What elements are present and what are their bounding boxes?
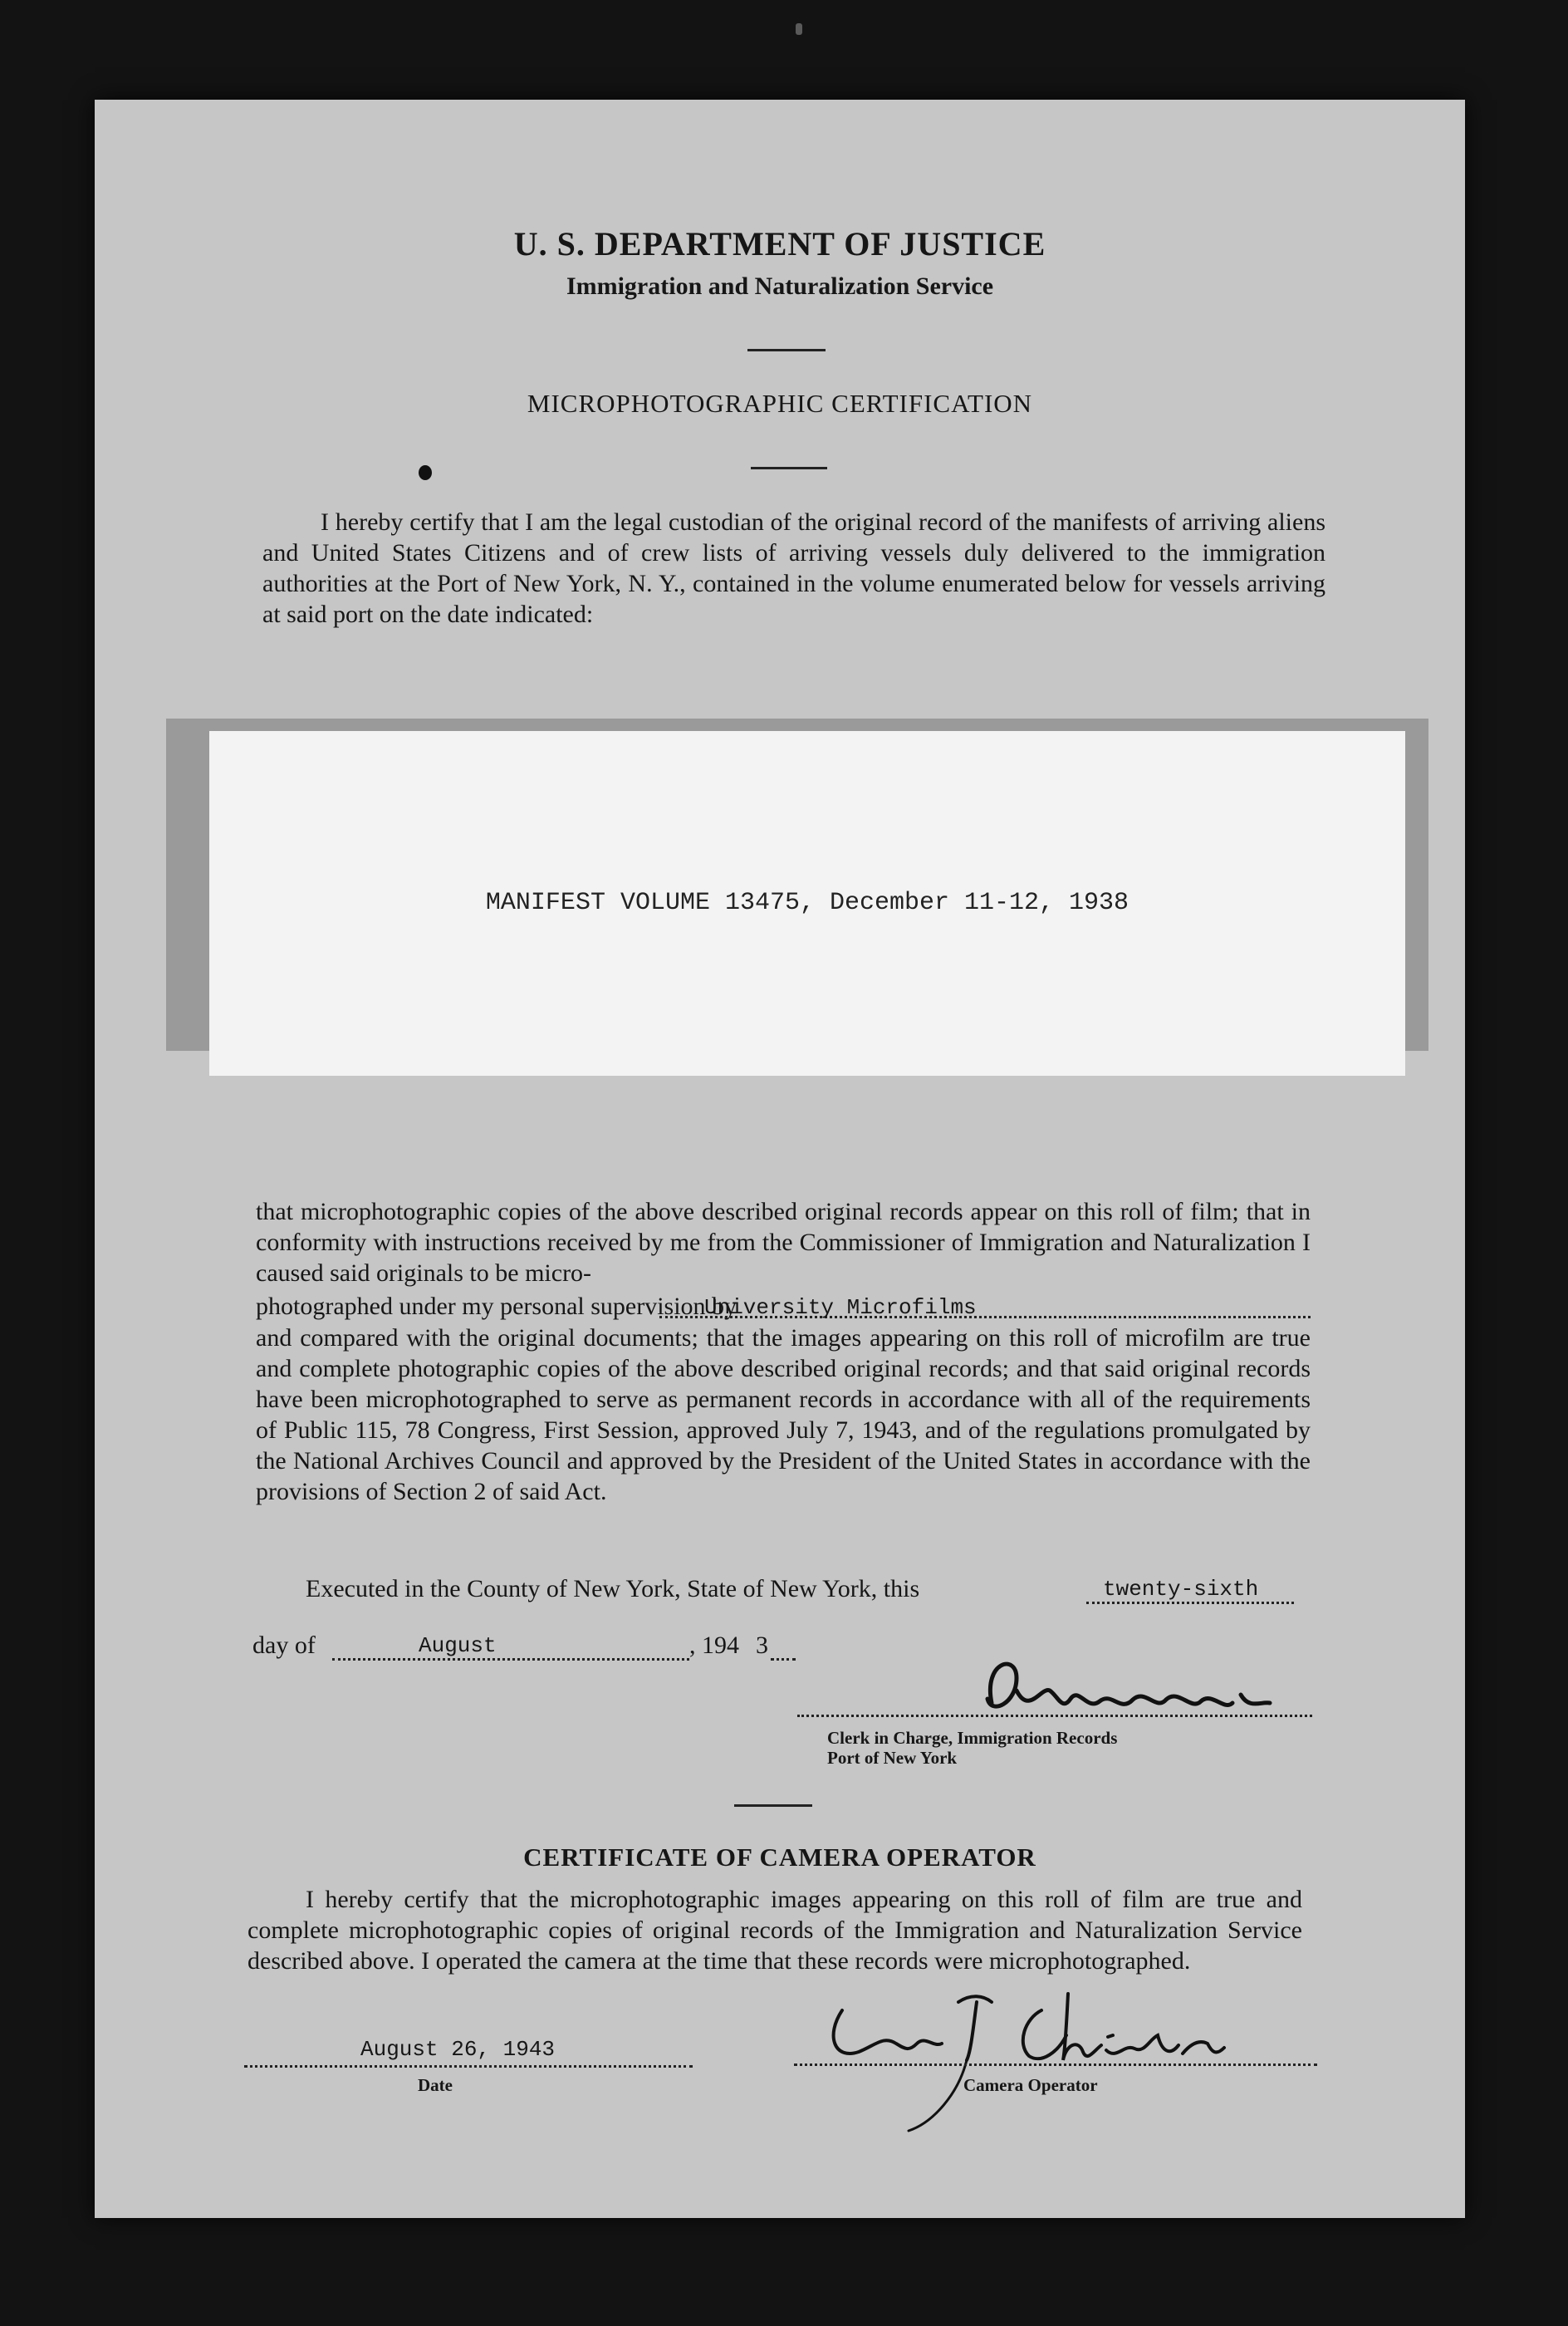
- certificate-page: [95, 100, 1465, 2218]
- clerk-signature-line: [797, 1715, 1312, 1717]
- clerk-signature: [892, 1645, 1407, 1736]
- day-dotted-line: [1086, 1602, 1294, 1604]
- year-digit: 3: [756, 1632, 768, 1659]
- department-heading: U. S. DEPARTMENT OF JUSTICE: [513, 225, 1046, 263]
- camera-operator-title: CERTIFICATE OF CAMERA OPERATOR: [523, 1843, 1036, 1872]
- date-label: Date: [418, 2075, 453, 2095]
- divider-bottom: [734, 1804, 812, 1807]
- clerk-location: Port of New York: [827, 1748, 958, 1768]
- day-value: twenty-sixth: [1103, 1577, 1259, 1602]
- operator-signature-line: [794, 2063, 1317, 2066]
- certification-title: MICROPHOTOGRAPHIC CERTIFICATION: [527, 389, 1033, 418]
- manifest-volume-text: MANIFEST VOLUME 13475, December 11-12, 1938: [485, 889, 1129, 917]
- service-subheading: Immigration and Naturalization Service: [566, 272, 994, 300]
- date-line: [252, 1632, 917, 1665]
- year-dotted-line: [771, 1658, 796, 1661]
- intro-paragraph: I hereby certify that I am the legal custodian of the original record of the manifests of arriving aliens and United States Citizens and of crew lists of arriving vessels duly delivered to the immigration authorities at the Port of New York, N. Y., contained in the volume enumerated below for vessels arriving at said port on the date indicated:: [262, 508, 1325, 628]
- supervision-prefix: photographed under my personal supervision by: [256, 1293, 737, 1320]
- supervision-line: [256, 1291, 1311, 1324]
- day-of-label: day of: [252, 1632, 316, 1659]
- divider-top: [747, 349, 826, 351]
- month-value: August: [419, 1633, 497, 1658]
- month-dotted-line: [332, 1658, 689, 1661]
- manifest-slip: [209, 731, 1405, 1076]
- operator-paragraph: I hereby certify that the microphotographic images appearing on this roll of film are true and complete microphotographic copies of original records of the Immigration and Naturalization Service described above. I operated the camera at the time that these records were microphotographed.: [247, 1886, 1302, 1975]
- film-frame-mark: [796, 23, 802, 35]
- body-line-1: that microphotographic copies of the above described original records appear on this roll of film; that in conformity with instructions received by me from the Commissioner of Immigration and Naturalization I caused said originals to be micro-: [256, 1198, 1311, 1287]
- clerk-title: Clerk in Charge, Immigration Records: [827, 1728, 1118, 1748]
- camera-operator-label: Camera Operator: [963, 2075, 1098, 2095]
- divider-mid: [751, 467, 827, 469]
- operator-date-value: August 26, 1943: [360, 2037, 556, 2062]
- ink-dot: [419, 465, 432, 480]
- executed-prefix: Executed in the County of New York, State of New York, this: [306, 1575, 920, 1602]
- executed-line: [306, 1575, 1311, 1608]
- supervisor-value: University Microfilms: [704, 1295, 977, 1320]
- year-prefix: , 194: [689, 1632, 739, 1659]
- body-rest: and compared with the original documents; that the images appearing on this roll of microfilm are true and complete photographic copies of the above described original records; and that said original records have been microphotographed to serve as permanent records in accordance with all of the requirements of Public 115, 78 Congress, First Session, approved July 7, 1943, and of the regulations promulgated by the National Archives Council and approved by the President of the United States in accordance with the provisions of Section 2 of said Act.: [256, 1324, 1311, 1505]
- date-dotted-line: [244, 2065, 693, 2068]
